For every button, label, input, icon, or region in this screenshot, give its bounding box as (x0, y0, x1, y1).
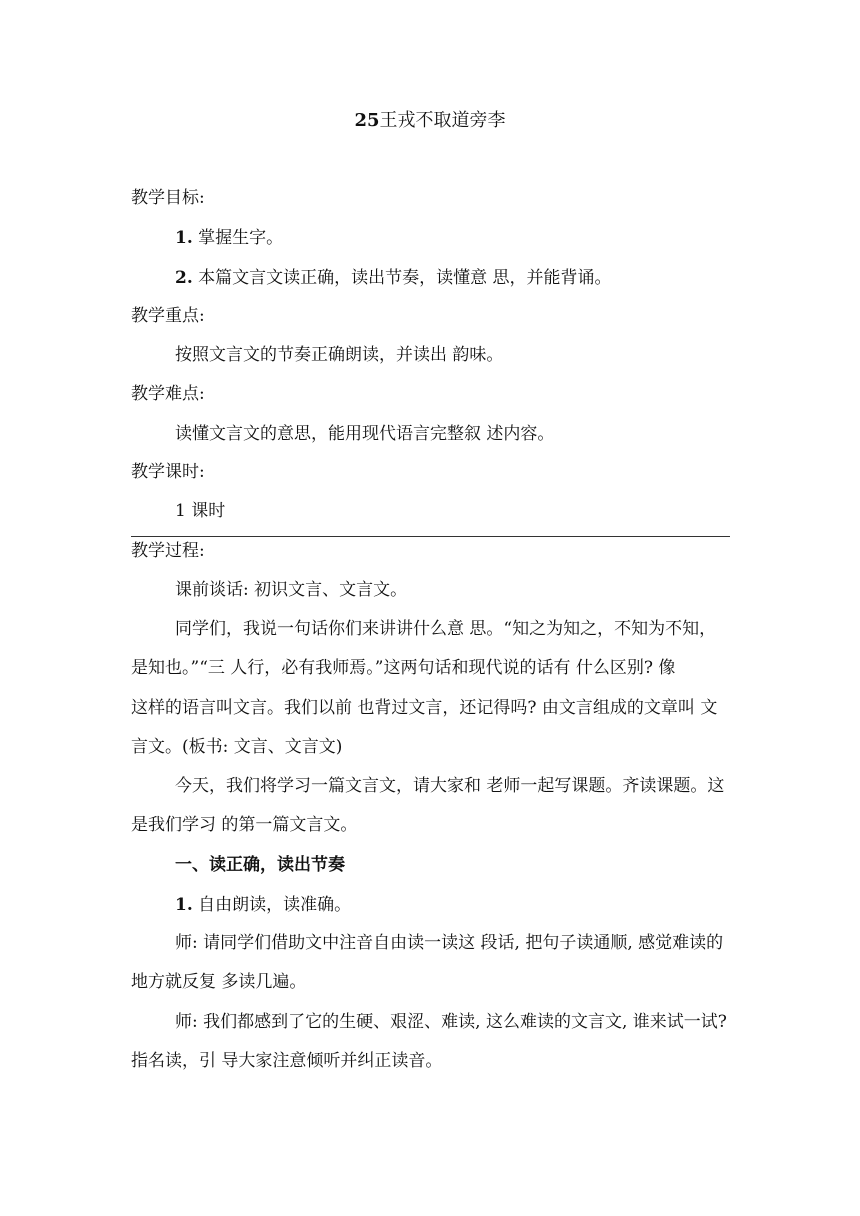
goal-item-1 (175, 226, 283, 250)
key-points-text: 按照文言文的节奏正确朗读，并读出 韵味。 (175, 345, 504, 365)
section-divider (131, 536, 730, 537)
step-1 (175, 893, 351, 917)
paragraph-1-line-3: 这样的语言叫文言。我们以前 也背过文言，还记得吗? 由文言组成的文章叫 文 (131, 698, 718, 718)
page-title (0, 106, 860, 132)
section-1-heading: 一、读正确，读出节奏 (175, 855, 345, 875)
goal-item-1-text: 掌握生字。 (198, 228, 284, 248)
paragraph-3-line-1: 师: 请同学们借助文中注音自由读一读这 段话, 把句子读通顺, 感觉难读的 (175, 933, 724, 953)
step-1-text: 自由朗读，读准确。 (198, 895, 352, 915)
paragraph-2-line-1: 今天，我们将学习一篇文言文，请大家和 老师一起写课题。齐读课题。这 (175, 776, 725, 796)
goal-item-2-text: 本篇文言文读正确，读出节奏，读懂意 思，并能背诵。 (198, 268, 612, 288)
goals-heading: 教学目标: (131, 188, 205, 208)
step-1-number: 1. (175, 895, 193, 915)
paragraph-3-line-2: 地方就反复 多读几遍。 (131, 972, 307, 992)
goal-item-1-number: 1. (175, 228, 193, 248)
key-points-heading: 教学重点: (131, 306, 205, 326)
difficulties-heading: 教学难点: (131, 384, 205, 404)
process-intro: 课前谈话: 初识文言、文言文。 (175, 580, 408, 600)
paragraph-1-line-2: 是知也。”“三 人行，必有我师焉。”这两句话和现代说的话有 什么区别? 像 (131, 658, 676, 678)
goal-item-2 (175, 266, 612, 290)
hours-heading: 教学课时: (131, 462, 205, 482)
process-heading: 教学过程: (131, 541, 205, 561)
paragraph-2-line-2: 是我们学习 的第一篇文言文。 (131, 815, 358, 835)
goal-item-2-number: 2. (175, 268, 193, 288)
hours-text: 1 课时 (175, 501, 226, 521)
difficulties-text: 读懂文言文的意思，能用现代语言完整叙 述内容。 (175, 424, 555, 444)
lesson-number: 25 (354, 110, 380, 131)
paragraph-4-line-2: 指名读，引 导大家注意倾听并纠正读音。 (131, 1051, 443, 1071)
paragraph-4-line-1: 师: 我们都感到了它的生硬、艰涩、难读, 这么难读的文言文, 谁来试一试? (175, 1012, 727, 1032)
lesson-title: 王戎不取道旁李 (379, 110, 506, 131)
paragraph-1-line-1: 同学们，我说一句话你们来讲讲什么意 思。“知之为知之，不知为不知， (175, 619, 717, 639)
paragraph-1-line-4: 言文。(板书: 文言、文言文) (131, 737, 343, 757)
